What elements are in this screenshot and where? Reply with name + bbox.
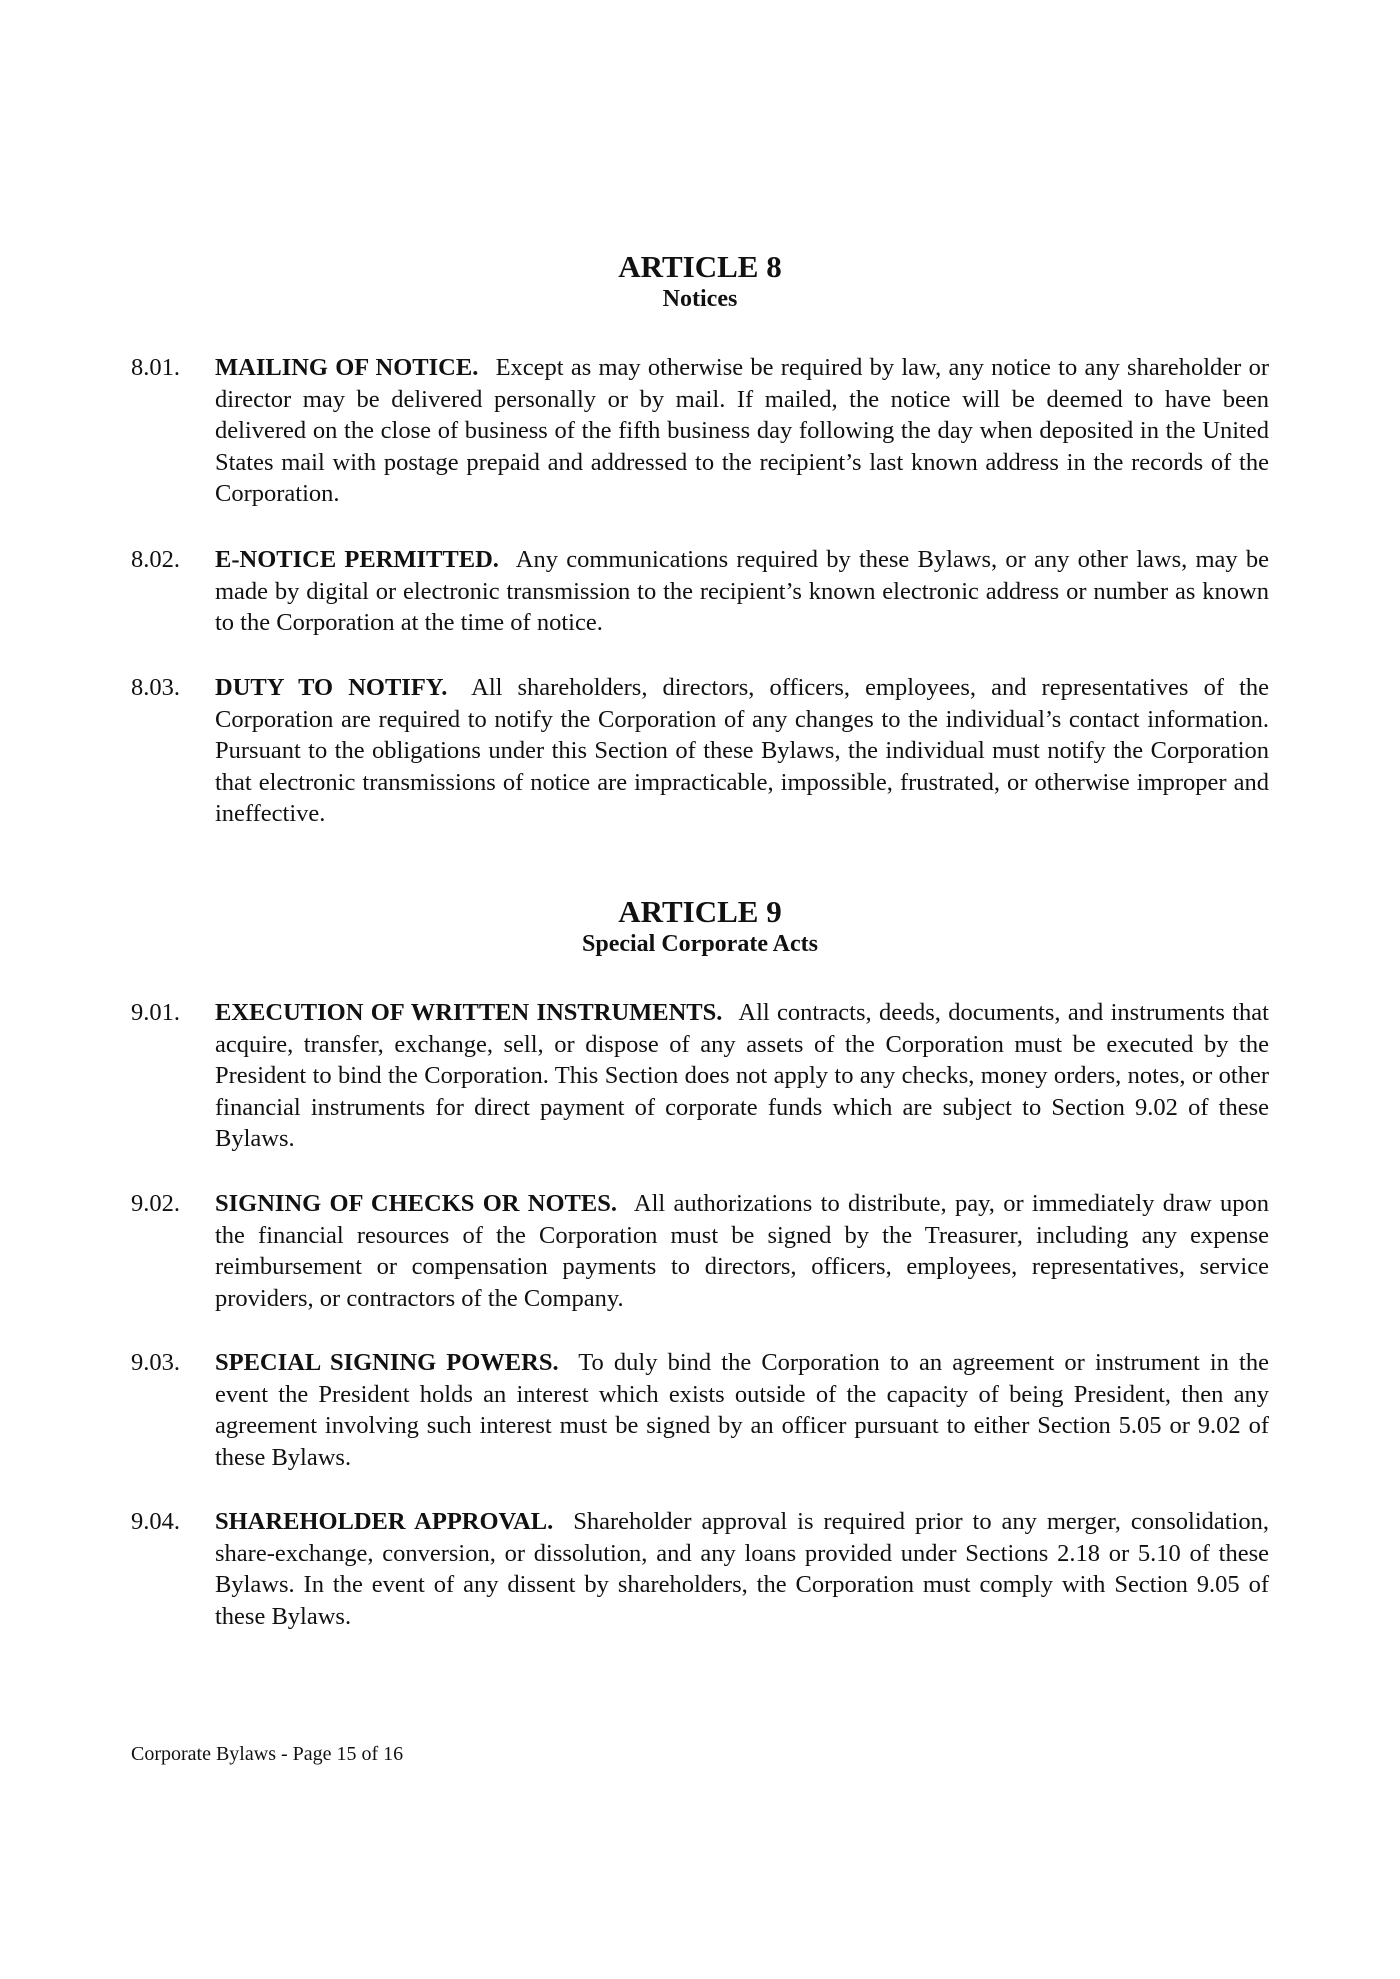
section-text: Any communications required by these Bylaws, or any other laws, may be made by digital or electronic transmission to the recipient’s known electronic address or number as known to the Corporation at the time of notice. [215, 546, 1269, 636]
section-body [215, 352, 1269, 510]
section-number: 8.02. [131, 546, 180, 573]
section-number: 9.04. [131, 1508, 180, 1535]
section-heading: EXECUTION OF WRITTEN INSTRUMENTS. [215, 999, 723, 1026]
section-body [215, 1347, 1269, 1473]
section-heading: DUTY TO NOTIFY. [215, 674, 448, 701]
section-number: 9.03. [131, 1349, 180, 1376]
section-text: All contracts, deeds, documents, and instruments that acquire, transfer, exchange, sell, or dispose of any assets of the Corporation must be executed by the President to bind the Corporation. This Section does not apply to any checks, money orders, notes, or other financial instruments for direct payment of corporate funds which are subject to Section 9.02 of these Bylaws. [215, 999, 1269, 1152]
section-number: 8.03. [131, 674, 180, 701]
section-8-01 [131, 352, 1269, 510]
section-9-03 [131, 1347, 1269, 1473]
section-heading: SHAREHOLDER APPROVAL. [215, 1508, 554, 1535]
article-title: ARTICLE 9 [618, 894, 782, 929]
section-number: 9.01. [131, 999, 180, 1026]
section-text: All authorizations to distribute, pay, or immediately draw upon the financial resources of the Corporation must be signed by the Treasurer, including any expense reimbursement or compensation payments to directors, officers, employees, representatives, service providers, or contractors of the Company. [215, 1190, 1269, 1312]
article-subtitle: Special Corporate Acts [582, 931, 818, 957]
section-body [215, 1188, 1269, 1314]
section-text: To duly bind the Corporation to an agreement or instrument in the event the President holds an interest which exists outside of the capacity of being President, then any agreement involving such interest must be signed by an officer pursuant to either Section 5.05 or 9.02 of these Bylaws. [215, 1349, 1269, 1471]
article-title: ARTICLE 8 [618, 249, 782, 284]
section-heading: MAILING OF NOTICE. [215, 354, 479, 381]
section-body [215, 672, 1269, 830]
section-heading: SIGNING OF CHECKS OR NOTES. [215, 1190, 617, 1217]
page-footer: Corporate Bylaws - Page 15 of 16 [131, 1743, 404, 1765]
section-body [215, 997, 1269, 1155]
section-8-02 [131, 544, 1269, 639]
article-8-heading [0, 250, 1400, 314]
section-heading: E-NOTICE PERMITTED. [215, 546, 499, 573]
section-8-03 [131, 672, 1269, 830]
section-number: 8.01. [131, 354, 180, 381]
section-9-04 [131, 1506, 1269, 1632]
section-text: All shareholders, directors, officers, employees, and representatives of the Corporation are required to notify the Corporation of any changes to the individual’s contact information. Pursuant to the obligations under this Section of these Bylaws, the individual must notify the Corporation that electronic transmissions of notice are impracticable, impossible, frustrated, or otherwise improper and ineffective. [215, 674, 1269, 827]
section-text: Except as may otherwise be required by law, any notice to any shareholder or director may be delivered personally or by mail. If mailed, the notice will be deemed to have been delivered on the close of business of the fifth business day following the day when deposited in the United States mail with postage prepaid and addressed to the recipient’s last known address in the records of the Corporation. [215, 354, 1269, 507]
section-number: 9.02. [131, 1190, 180, 1217]
section-9-02 [131, 1188, 1269, 1314]
section-body [215, 1506, 1269, 1632]
article-9-heading [0, 895, 1400, 959]
section-9-01 [131, 997, 1269, 1155]
article-subtitle: Notices [662, 286, 738, 312]
section-heading: SPECIAL SIGNING POWERS. [215, 1349, 559, 1376]
section-text: Shareholder approval is required prior to any merger, consolidation, share-exchange, conversion, or dissolution, and any loans provided under Sections 2.18 or 5.10 of these Bylaws. In the event of any dissent by shareholders, the Corporation must comply with Section 9.05 of these Bylaws. [215, 1508, 1269, 1630]
section-body [215, 544, 1269, 639]
